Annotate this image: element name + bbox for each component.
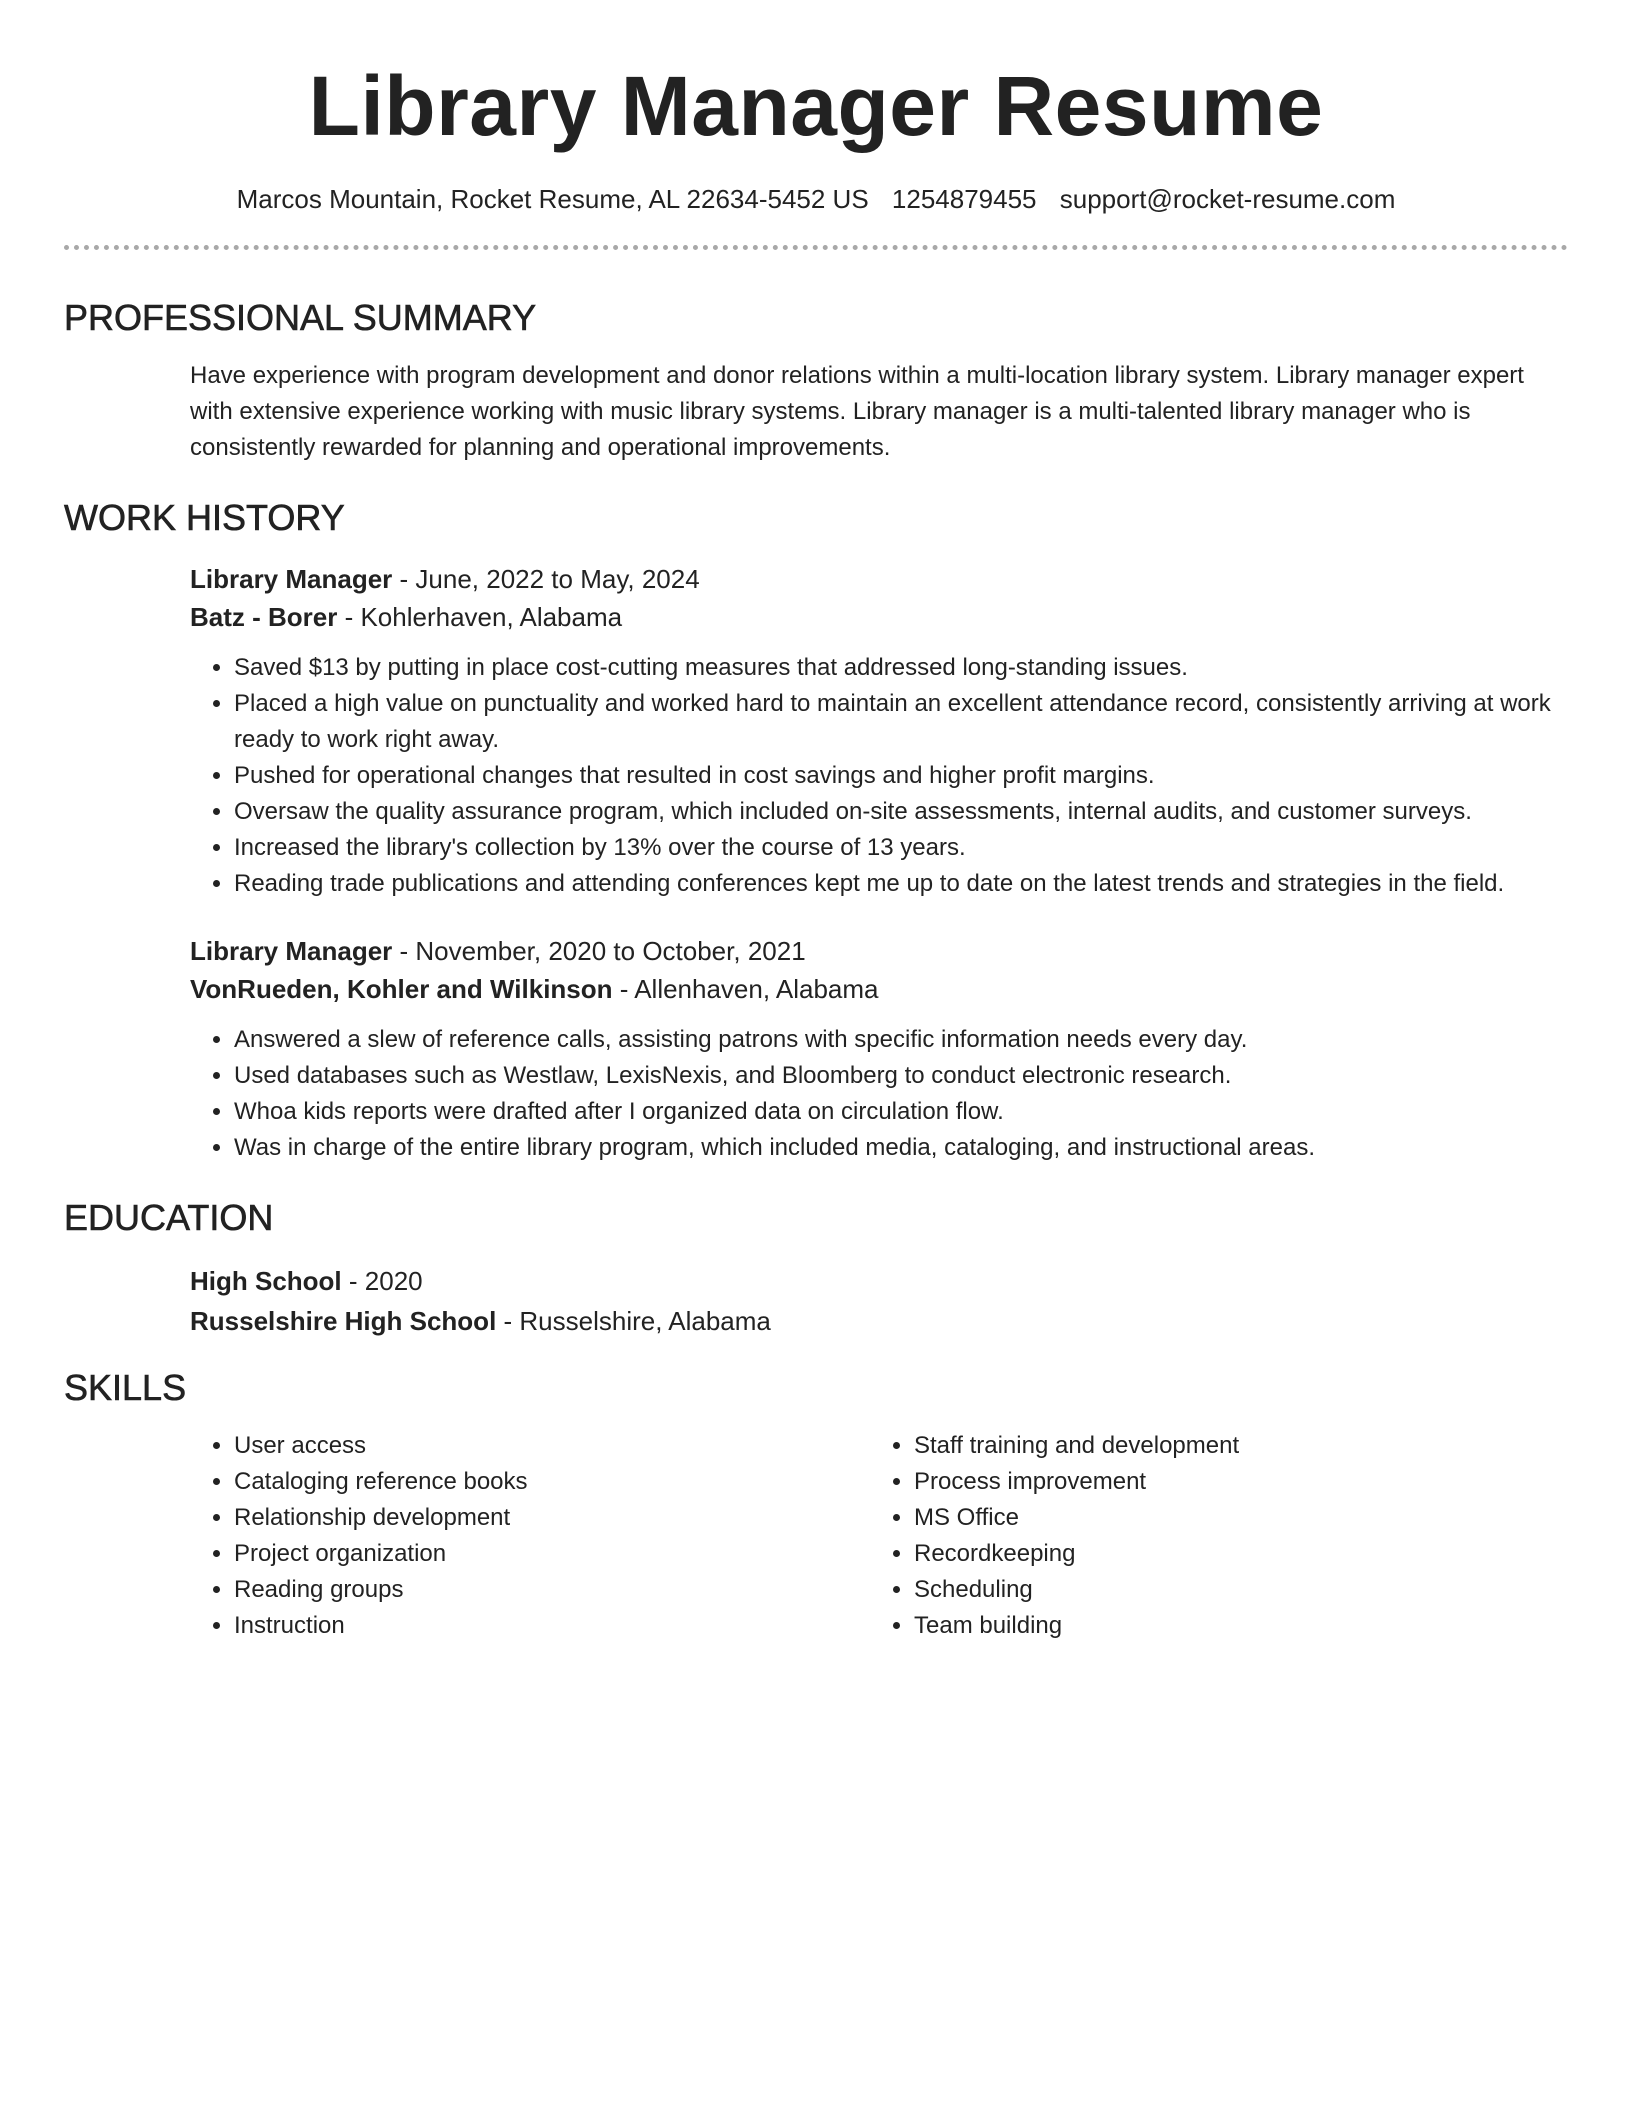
list-item: • Scheduling: [914, 1572, 1550, 1608]
list-item: • Used databases such as Westlaw, LexisNexis, and Bloomberg to conduct electronic research.: [234, 1058, 1568, 1094]
list-item: • Team building: [914, 1608, 1550, 1644]
contact-address: Marcos Mountain, Rocket Resume, AL 22634-5452 US: [236, 184, 869, 214]
list-item: • MS Office: [914, 1500, 1550, 1536]
list-item: • Was in charge of the entire library program, which included media, cataloging, and instructional areas.: [234, 1130, 1568, 1166]
job-duties-list: [190, 650, 1568, 902]
education-year: - 2020: [341, 1266, 423, 1296]
skills-column-right: [870, 1428, 1550, 1644]
list-item: • Pushed for operational changes that resulted in cost savings and higher profit margins.: [234, 758, 1568, 794]
education-school: Russelshire High School: [190, 1306, 497, 1336]
list-item: • User access: [234, 1428, 870, 1464]
skills-list: [870, 1428, 1550, 1644]
job-duties-list: [190, 1022, 1568, 1166]
list-item: • Reading trade publications and attending conferences kept me up to date on the latest trends and strategies in the field.: [234, 866, 1568, 902]
contact-info: [64, 184, 1568, 215]
skills-section: [64, 1367, 1568, 1644]
list-item: • Saved $13 by putting in place cost-cutting measures that addressed long-standing issues.: [234, 650, 1568, 686]
job-company-line: [190, 970, 1568, 1008]
list-item: • Cataloging reference books: [234, 1464, 870, 1500]
list-item: • Increased the library's collection by 13% over the course of 13 years.: [234, 830, 1568, 866]
job-entry: [190, 932, 1568, 1166]
skills-list: [190, 1428, 870, 1644]
page-title: Library Manager Resume: [308, 59, 1324, 153]
job-location: - Allenhaven, Alabama: [612, 974, 879, 1004]
list-item: • Recordkeeping: [914, 1536, 1550, 1572]
list-item: • Relationship development: [234, 1500, 870, 1536]
education-section: [64, 1197, 1568, 1340]
job-title-line: [190, 560, 1568, 598]
job-title-line: [190, 932, 1568, 970]
header-divider: [64, 245, 1568, 250]
list-item: • Process improvement: [914, 1464, 1550, 1500]
job-entry: [190, 560, 1568, 902]
job-location: - Kohlerhaven, Alabama: [337, 602, 623, 632]
job-company-line: [190, 598, 1568, 636]
list-item: • Staff training and development: [914, 1428, 1550, 1464]
summary-heading: PROFESSIONAL SUMMARY: [64, 297, 537, 338]
list-item: • Placed a high value on punctuality and worked hard to maintain an excellent attendance record, consistently arriving at work ready to work right away.: [234, 686, 1568, 758]
list-item: • Project organization: [234, 1536, 870, 1572]
education-heading: EDUCATION: [64, 1197, 274, 1238]
contact-email: support@rocket-resume.com: [1059, 184, 1396, 214]
list-item: • Instruction: [234, 1608, 870, 1644]
education-school-line: [190, 1302, 1568, 1340]
list-item: • Oversaw the quality assurance program, which included on-site assessments, internal audits, and customer surveys.: [234, 794, 1568, 830]
work-history-heading: WORK HISTORY: [64, 497, 345, 538]
job-company: Batz - Borer: [190, 602, 338, 632]
job-company: VonRueden, Kohler and Wilkinson: [190, 974, 613, 1004]
education-location: - Russelshire, Alabama: [496, 1306, 771, 1336]
skills-heading: SKILLS: [64, 1367, 187, 1408]
job-dates: - June, 2022 to May, 2024: [392, 564, 700, 594]
list-item: • Whoa kids reports were drafted after I organized data on circulation flow.: [234, 1094, 1568, 1130]
list-item: • Reading groups: [234, 1572, 870, 1608]
job-title: Library Manager: [190, 564, 393, 594]
summary-text: Have experience with program development and donor relations within a multi-location library system. Library manager expert with extensive experience working with music library systems. Library manager is a multi-talented library manager who is consistently rewarded for planning and operational improvements.: [190, 362, 1524, 461]
skills-column-left: [190, 1428, 870, 1644]
summary-section: [64, 297, 1568, 466]
education-degree-line: [190, 1262, 1568, 1300]
resume-page: [64, 0, 1568, 1644]
list-item: • Answered a slew of reference calls, assisting patrons with specific information needs every day.: [234, 1022, 1568, 1058]
job-dates: - November, 2020 to October, 2021: [392, 936, 806, 966]
job-title: Library Manager: [190, 936, 393, 966]
work-history-section: [64, 497, 1568, 1166]
contact-phone: 1254879455: [891, 184, 1037, 214]
education-degree: High School: [190, 1266, 342, 1296]
